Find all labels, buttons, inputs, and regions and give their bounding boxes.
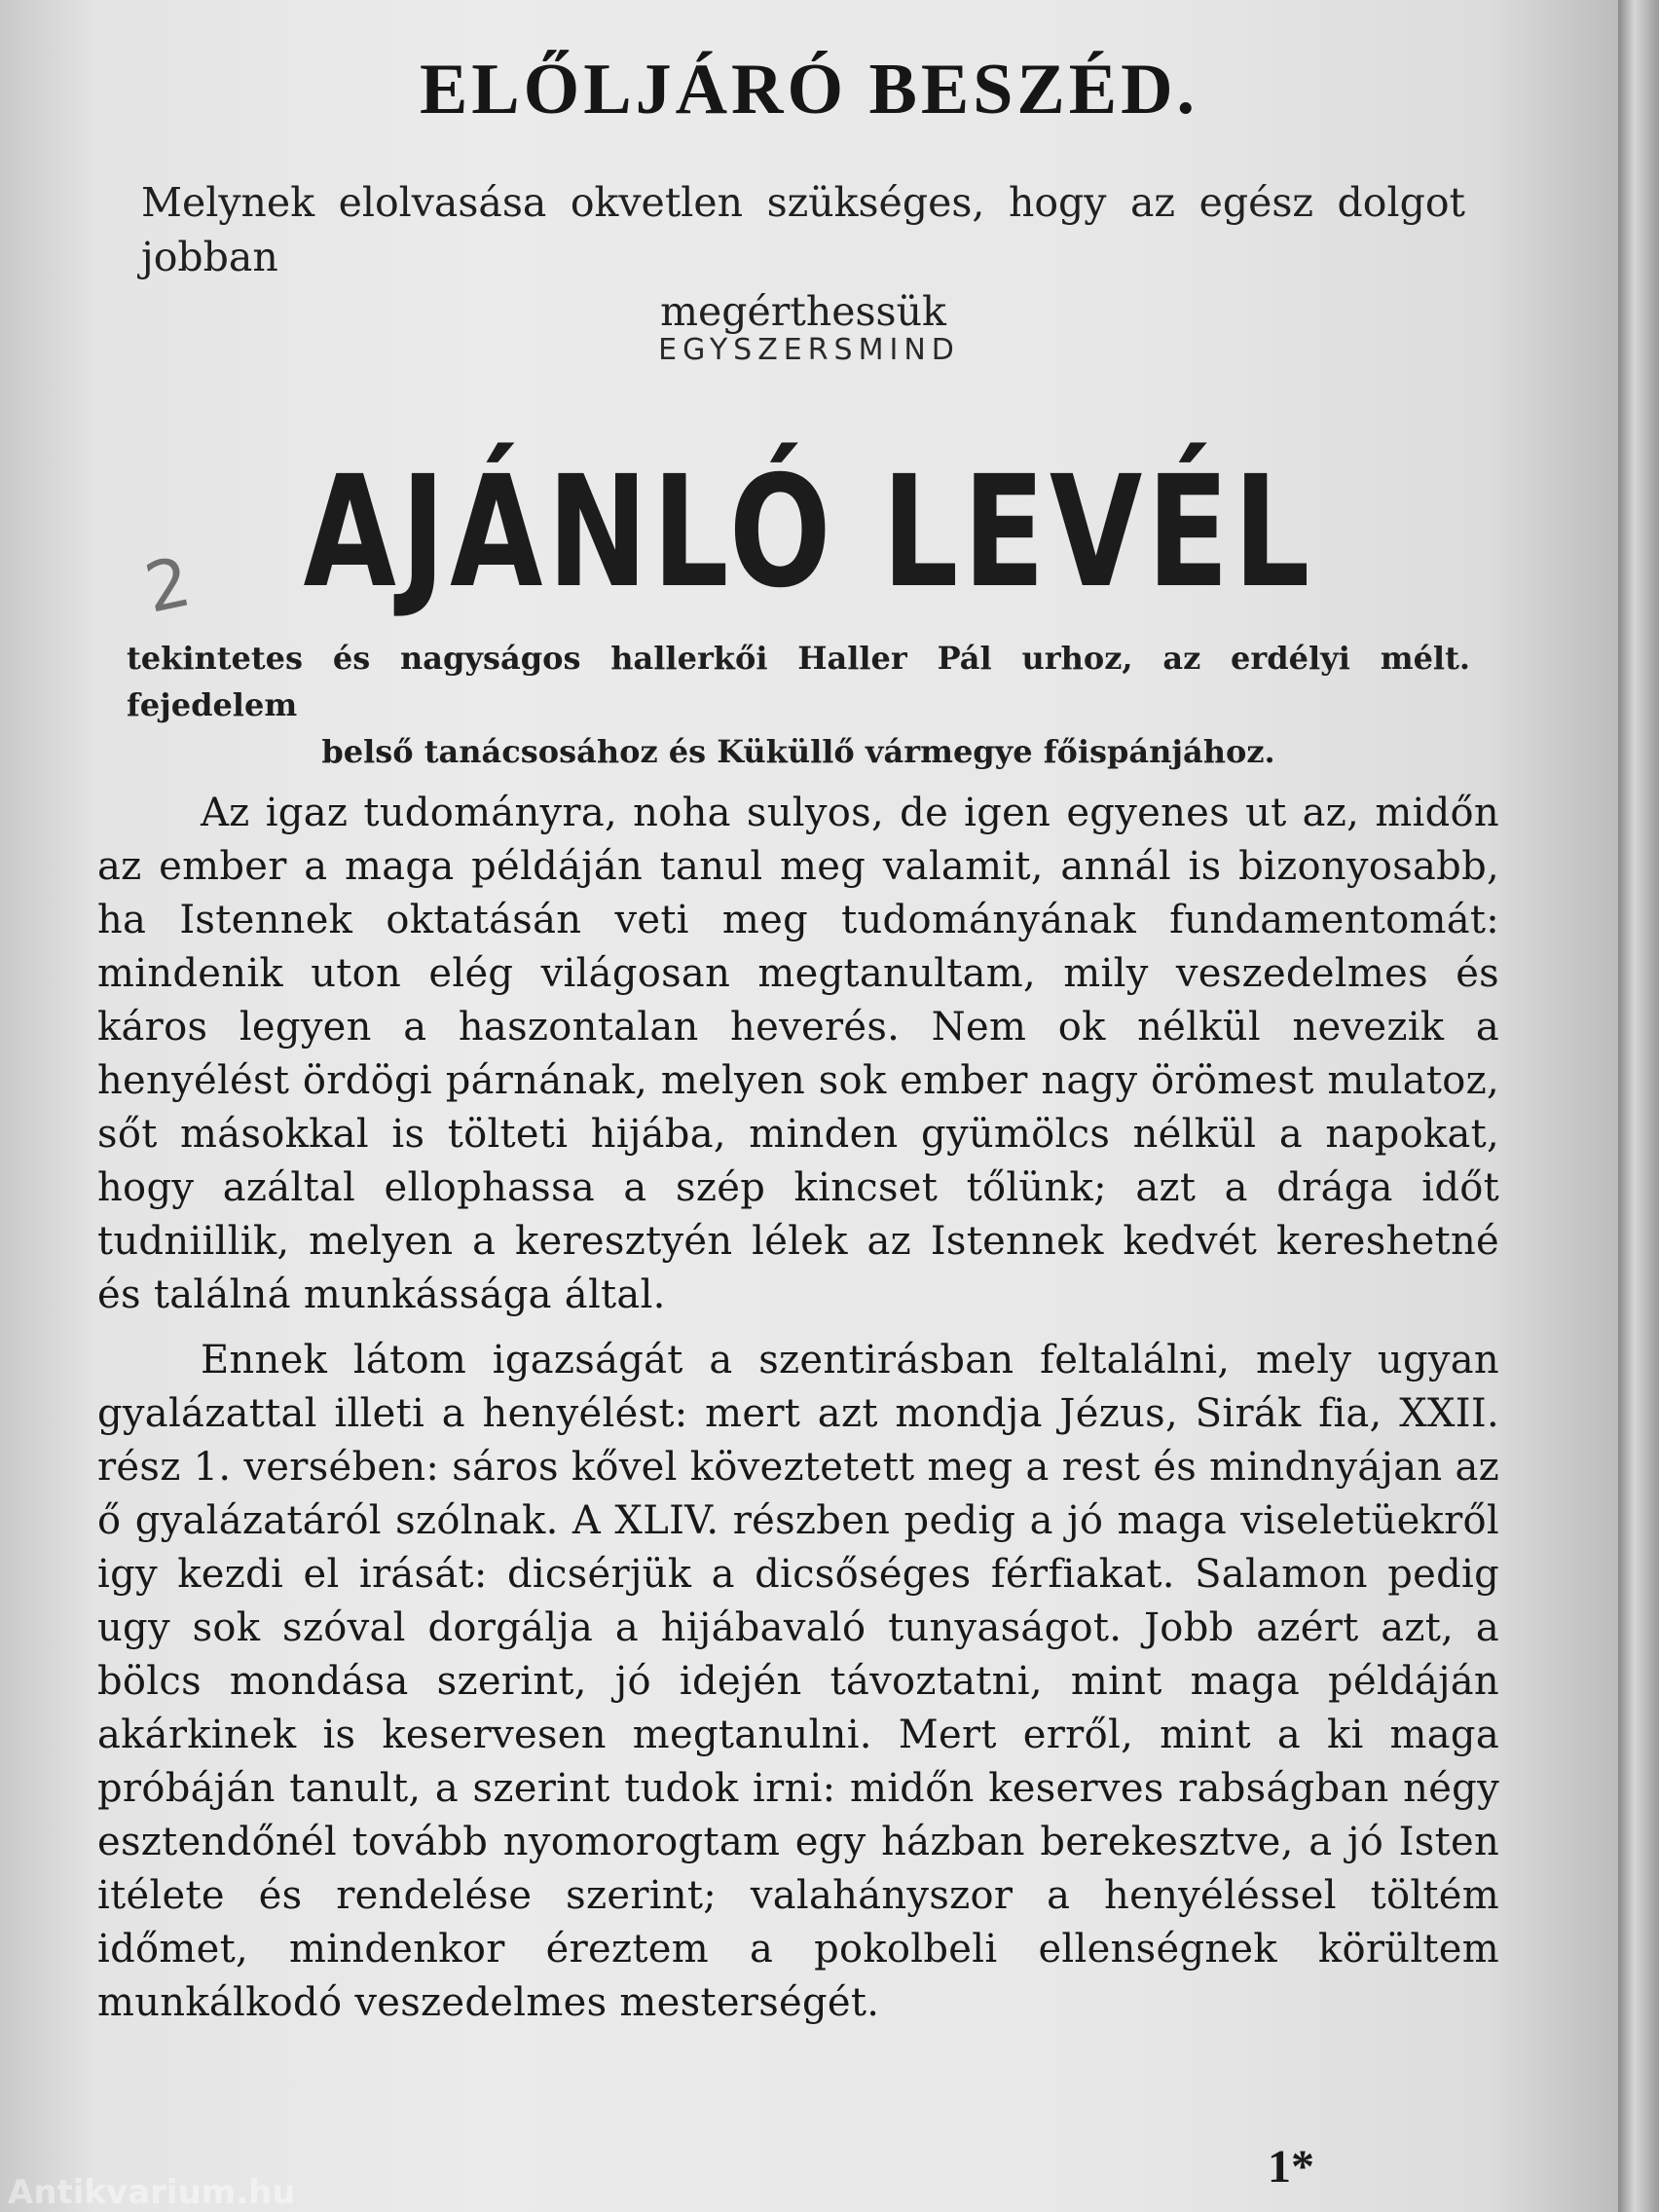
dedication-line-2: belső tanácsosához és Küküllő vármegye főispánjához. bbox=[321, 733, 1275, 770]
page-number: 1* bbox=[1268, 2141, 1314, 2193]
page-title: ELŐLJÁRÓ BESZÉD. bbox=[419, 50, 1199, 129]
connector-word: EGYSZERSMIND bbox=[658, 333, 960, 367]
subtitle-line-1: Melynek elolvasása okvetlen szükséges, hogy az egész dolgot jobban bbox=[141, 179, 1465, 280]
paragraph-2: Ennek látom igazságát a szentirásban feltalálni, mely ugyan gyalázattal illeti a henyélést: mert azt mondja Jézus, Sirák fia, XXII. rész 1. versében: sáros kővel köveztetett meg a rest és mindnyájan az ő gyalázatáról szólnak. A XLIV. részben pedig a jó maga viseletüekről igy kezdi el irását: dicsérjük a dicsőséges férfiakat. Salamon pedig ugy sok szóval dorgálja a hijábavaló tunyaságot. Jobb azért azt, a bölcs mondása szerint, jó idején távoztatni, mint maga példáján akárkinek is keservesen megtanulni. Mert erről, mint a ki maga próbáján tanult, a szerint tudok irni: midőn keserves rabságban négy esztendőnél tovább nyomorogtam egy házban berekesztve, a jó Isten itélete és rendelése szerint; valahányszor a henyéléssel töltém időmet, mindenkor éreztem a pokolbeli ellenségnek körültem munkálkodó veszedelmes mesterségét. bbox=[97, 1338, 1499, 2025]
watermark: Antikvarium.hu bbox=[8, 2173, 296, 2212]
dedication bbox=[127, 635, 1470, 775]
subtitle-line-2: megérthessük bbox=[660, 288, 946, 335]
page-edge bbox=[1618, 0, 1659, 2212]
dedication-line-1: tekintetes és nagyságos hallerkői Haller Pál urhoz, az erdélyi mélt. fejedelem bbox=[127, 640, 1470, 723]
headline: AJÁNLÓ LEVÉL bbox=[303, 443, 1315, 622]
body-text bbox=[97, 787, 1499, 2042]
paragraph-1: Az igaz tudományra, noha sulyos, de igen egyenes ut az, midőn az ember a maga példáján tanul meg valamit, annál is bizonyosabb, ha Istennek oktatásán veti meg tudományának fundamentomát: mindenik uton elég világosan megtanultam, mily veszedelmes és káros legyen a haszontalan heverés. Nem ok nélkül nevezik a henyélést ördögi párnának, melyen sok ember nagy örömest mulatoz, sőt másokkal is tölteti hijába, minden gyümölcs nélkül a napokat, hogy azáltal ellophassa a szép kincset tőlünk; azt a drága időt tudniillik, melyen a keresztyén lélek az Istennek kedvét kereshetné és találná munkássága által. bbox=[97, 791, 1499, 1317]
subtitle bbox=[141, 175, 1465, 339]
pencil-annotation: 2 bbox=[137, 541, 198, 629]
